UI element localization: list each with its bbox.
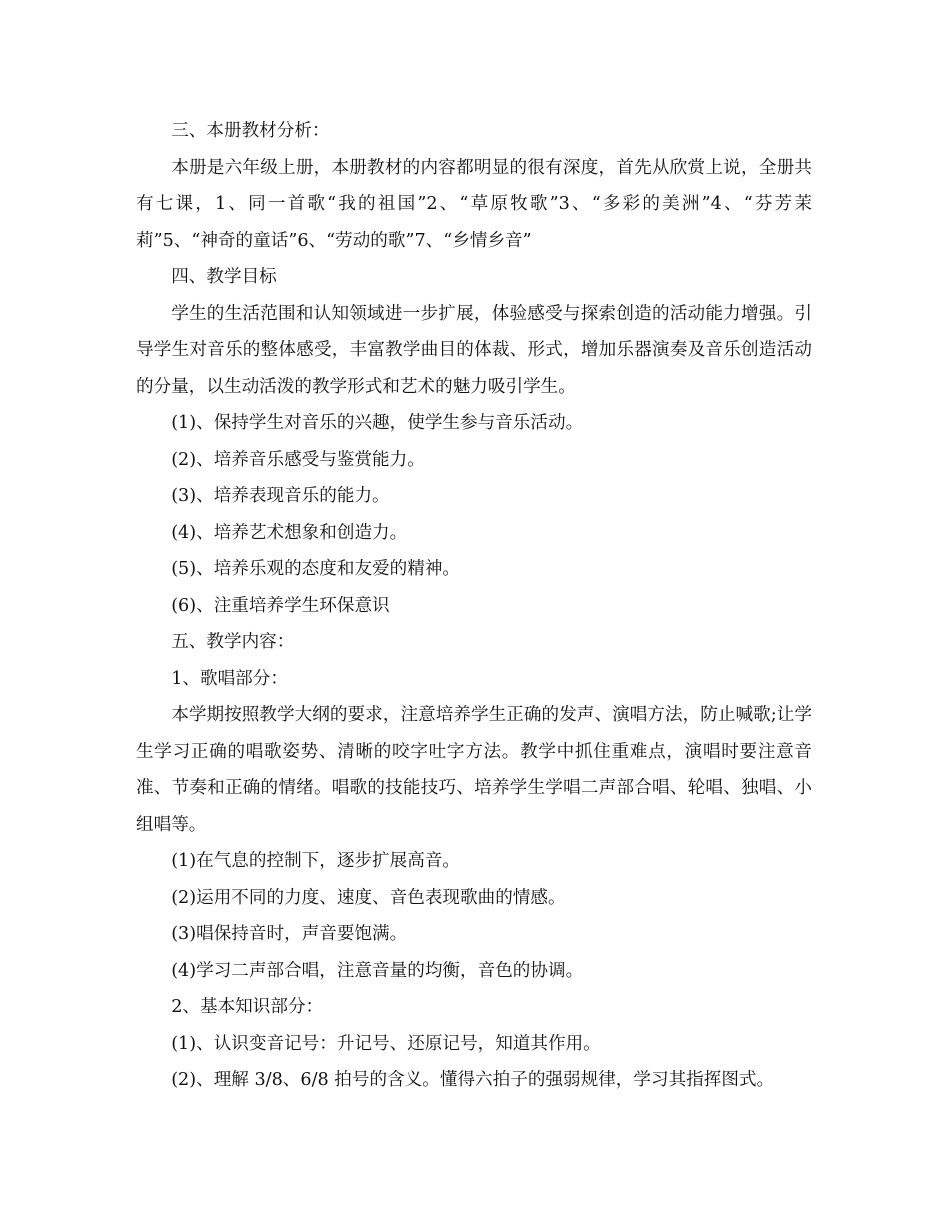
goal-item-2: (2)、培养音乐感受与鉴赏能力。 bbox=[171, 449, 425, 470]
paragraph-singing: 本学期按照教学大纲的要求，注意培养学生正确的发声、演唱方法，防止喊歌;让学生学习正确的唱歌姿势、清晰的咬字吐字方法。教学中抓住重难点，演唱时要注意音准、节奏和正确的情绪。唱歌的技能技巧、培养学生学唱二声部合唱、轮唱、独唱、小组唱等。 bbox=[136, 705, 812, 835]
singing-item-1: (1)在气息的控制下，逐步扩展高音。 bbox=[171, 851, 461, 871]
subheading-singing: 1、歌唱部分： bbox=[171, 668, 288, 689]
goal-item-3: (3)、培养表现音乐的能力。 bbox=[171, 486, 390, 506]
section-heading-textbook-analysis: 三、本册教材分析： bbox=[171, 121, 330, 141]
section-heading-teaching-goals: 四、教学目标 bbox=[171, 267, 277, 287]
goal-item-4: (4)、培养艺术想象和创造力。 bbox=[171, 522, 408, 543]
goal-item-1: (1)、保持学生对音乐的兴趣，使学生参与音乐活动。 bbox=[171, 413, 584, 433]
paragraph-teaching-goals: 学生的生活范围和认知领域进一步扩展，体验感受与探索创造的活动能力增强。引导学生对音乐的整体感受，丰富教学曲目的体裁、形式，增加乐器演奏及音乐创造活动的分量，以生动活泼的教学形式和艺术的魅力吸引学生。 bbox=[136, 303, 812, 397]
goal-item-5: (5)、培养乐观的态度和友爱的精神。 bbox=[171, 559, 461, 579]
section-heading-teaching-content: 五、教学内容： bbox=[171, 632, 295, 652]
singing-item-3: (3)唱保持音时，声音要饱满。 bbox=[171, 924, 408, 944]
goal-item-6: (6)、注重培养学生环保意识 bbox=[171, 595, 390, 616]
knowledge-item-1: (1)、认识变音记号：升记号、还原记号，知道其作用。 bbox=[171, 1033, 601, 1054]
subheading-basic-knowledge: 2、基本知识部分： bbox=[171, 997, 324, 1017]
singing-item-4: (4)学习二声部合唱，注意音量的均衡，音色的协调。 bbox=[171, 960, 584, 981]
singing-item-2: (2)运用不同的力度、速度、音色表现歌曲的情感。 bbox=[171, 887, 566, 908]
document-page bbox=[136, 113, 812, 1099]
paragraph-textbook-analysis: 本册是六年级上册，本册教材的内容都明显的很有深度，首先从欣赏上说，全册共有七课，1、同一首歌“我的祖国”2、“草原牧歌”3、“多彩的美洲”4、“芬芳茉莉”5、“神奇的童话”6、“劳动的歌”7、“乡情乡音” bbox=[136, 157, 812, 251]
knowledge-item-2: (2)、理解 3/8、6/8 拍号的含义。懂得六拍子的强弱规律，学习其指挥图式。 bbox=[171, 1070, 775, 1090]
